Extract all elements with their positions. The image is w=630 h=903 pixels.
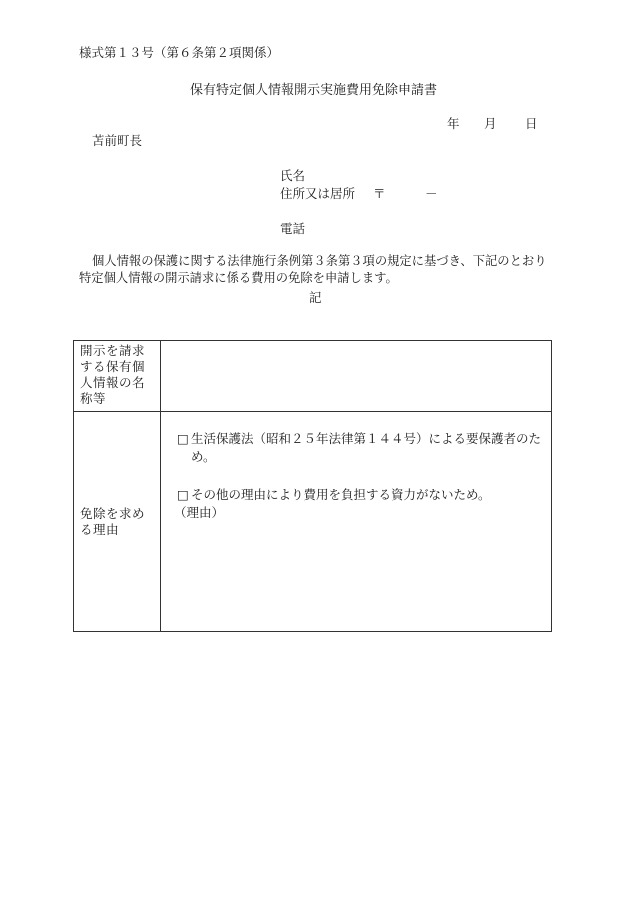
table-row [74, 341, 552, 412]
form-number: 様式第１３号（第６条第２項関係） [79, 45, 280, 60]
reason-note-label: （理由） [174, 505, 225, 520]
requested-info-label: 開示を請求する保有個人情報の名称等 [74, 341, 161, 412]
option-other [169, 486, 545, 504]
exemption-reason-field [161, 412, 552, 632]
address-label: 住所又は居所 [280, 186, 356, 201]
postal-mark: 〒 [373, 186, 386, 201]
option-welfare-text: 生活保護法（昭和２５年法律第１４４号）による要保護者のため。 [191, 431, 542, 464]
exemption-reason-label: 免除を求める理由 [74, 412, 161, 632]
postal-code-dash: － [425, 186, 438, 201]
option-other-text: その他の理由により費用を負担する資力がないため。 [191, 487, 491, 502]
date-month-label: 月 [484, 116, 497, 131]
name-label: 氏名 [280, 168, 306, 183]
table-row [74, 412, 552, 632]
date-day-label: 日 [525, 116, 538, 131]
option-welfare [169, 430, 545, 466]
ki-label: 記 [309, 290, 322, 305]
detail-table [73, 340, 552, 632]
phone-label: 電話 [280, 221, 306, 236]
addressee: 苫前町長 [92, 133, 143, 148]
checkbox-welfare[interactable]: □ [177, 431, 189, 446]
document-title: 保有特定個人情報開示実施費用免除申請書 [190, 83, 438, 98]
checkbox-other[interactable]: □ [177, 487, 189, 502]
request-paragraph: 個人情報の保護に関する法律施行条例第３条第３項の規定に基づき、下記のとおり特定個人情報の開示請求に係る費用の免除を申請します。 [79, 254, 547, 285]
date-year-label: 年 [447, 116, 460, 131]
requested-info-field[interactable] [161, 341, 552, 412]
